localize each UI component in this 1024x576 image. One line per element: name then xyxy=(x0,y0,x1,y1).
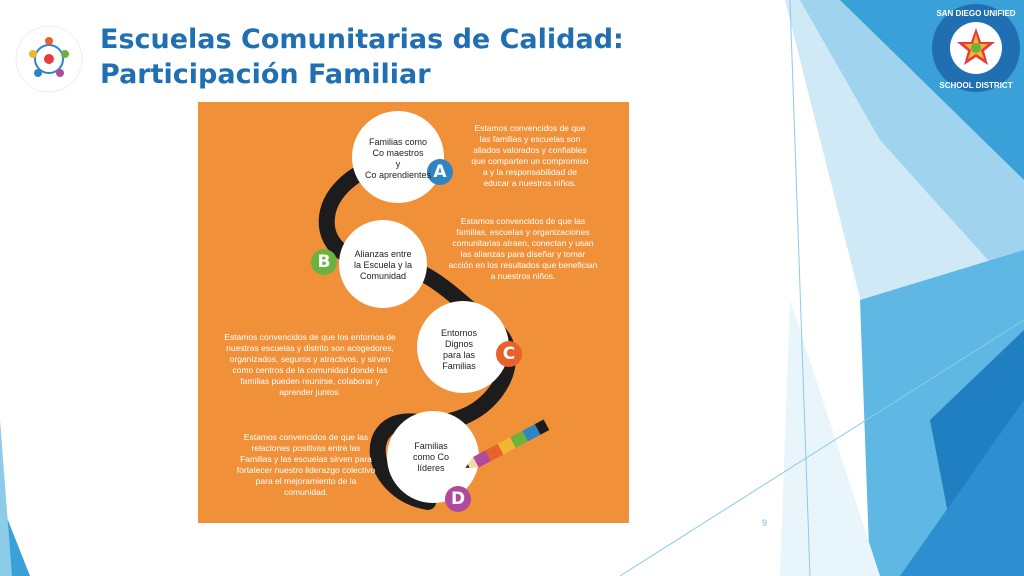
step-d-description: Estamos convencidos de que las relaciones positivas entre las Familias y las escuelas sirven para fortalecer nuestro liderazgo colectivo para el mejoramiento de la comunidad. xyxy=(236,432,376,497)
step-c-label: Entornos Dignos para las Familias xyxy=(440,328,478,371)
step-d-letter-icon: D xyxy=(445,486,471,512)
svg-text:SAN DIEGO UNIFIED: SAN DIEGO UNIFIED xyxy=(936,9,1016,18)
family-circle-logo-icon xyxy=(14,24,84,94)
title-line-1: Escuelas Comunitarias de Calidad: xyxy=(100,24,624,55)
svg-text:SCHOOL DISTRICT: SCHOOL DISTRICT xyxy=(939,81,1013,90)
step-a-label: Familias como Co maestros y Co aprendientes xyxy=(364,137,432,180)
title-line-2: Participación Familiar xyxy=(100,59,431,90)
step-a-description: Estamos convencidos de que las familias y escuelas son aliados valorados y confiables que comparten un compromiso a y la responsabilidad de educar a nuestros niños. xyxy=(471,123,589,188)
star-logo-icon xyxy=(928,2,1024,98)
district-logo xyxy=(928,2,1024,98)
step-b-description: Estamos convencidos de que las familias, escuelas y organizaciones comunitarias atraen, conectan y usan las alianzas para diseñar y tomar acción en los resultados que benefician a nuestros niños. xyxy=(448,216,598,281)
infographic-panel xyxy=(198,102,629,523)
step-b-label: Alianzas entre la Escuela y la Comunidad xyxy=(353,249,413,281)
step-d-label: Familias como Co líderes xyxy=(412,441,449,473)
step-b-letter-icon: B xyxy=(311,249,337,275)
slide-title xyxy=(100,22,624,92)
family-engagement-logo xyxy=(14,24,84,94)
step-a-letter-icon: A xyxy=(427,159,453,185)
step-c-letter-icon: C xyxy=(496,341,522,367)
page-number: 9 xyxy=(762,518,768,528)
step-c-description: Estamos convencidos de que los entornos de nuestras escuelas y distrito son acogedores, organizados, seguros y atractivos, y sirven como centros de la comunidad donde las familias pueden reunirse, colaborar y aprender juntos. xyxy=(224,332,396,397)
